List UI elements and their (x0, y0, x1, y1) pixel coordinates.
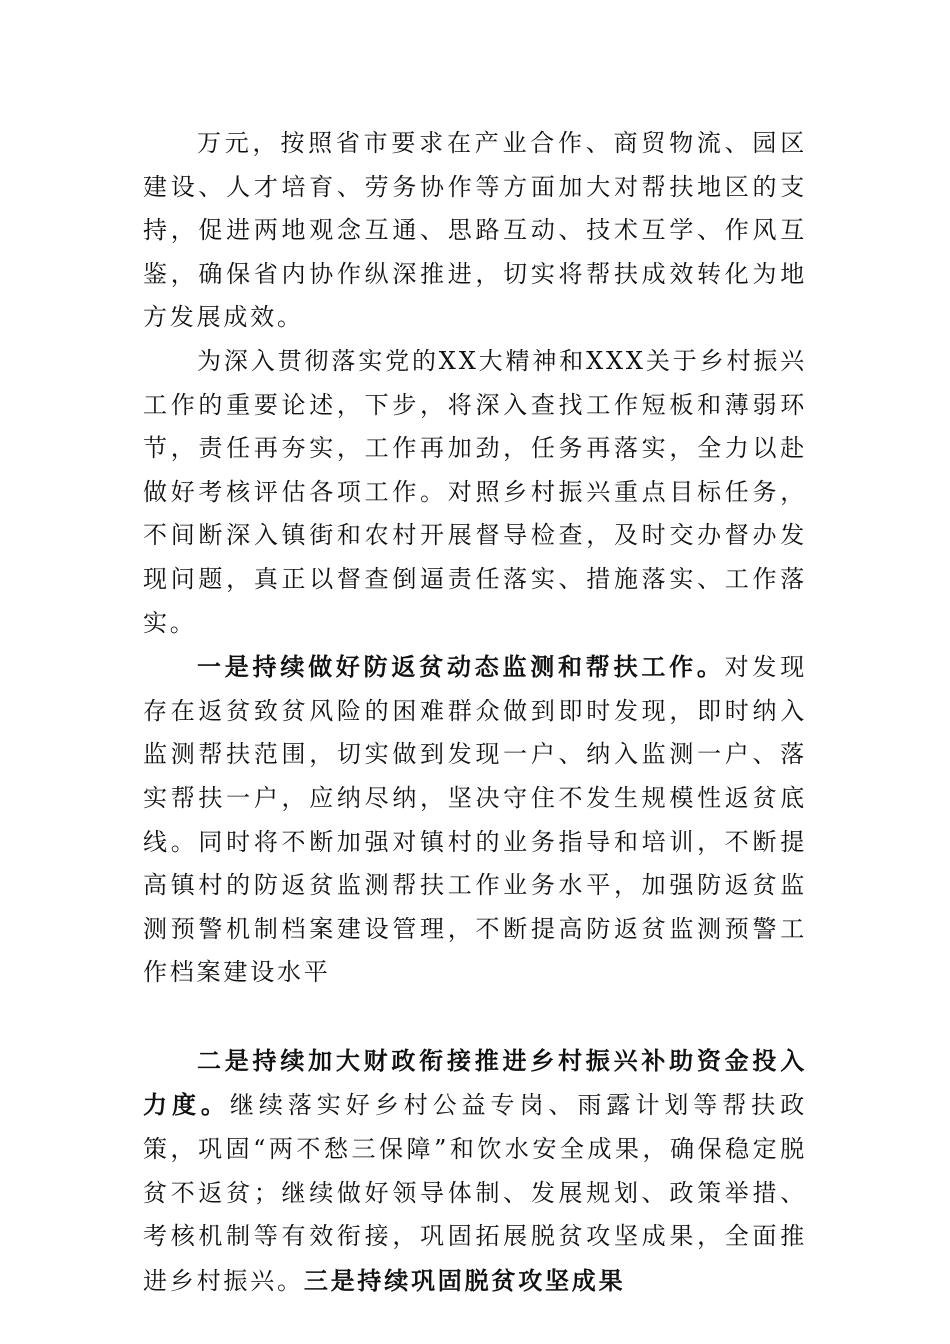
paragraph-task-two (143, 1039, 807, 1304)
paragraph-text: 对发现存在返贫致贫风险的困难群众做到即时发现，即时纳入监测帮扶范围，切实做到发现一户、纳入监测一户、落实帮扶一户，应纳尽纳，坚决守住不发生规模性返贫底线。同时将不断加强对镇村的业务指导和培训，不断提高镇村的防返贫监测帮扶工作业务水平，加强防返贫监测预警机制档案建设管理，不断提高防返贫监测预警工作档案建设水平 (143, 653, 807, 987)
blank-line (143, 995, 807, 1039)
paragraph-heading: 二是持续加大财政衔接推进乡村振兴补助资金投入力度。 (143, 1045, 807, 1120)
paragraph-text: 万元，按照省市要求在产业合作、商贸物流、园区建设、人才培育、劳务协作等方面加大对帮扶地区的支持，促进两地观念互通、思路互动、技术互学、作风互鉴，确保省内协作纵深推进，切实将帮扶成效转化为地方发展成效。 (143, 129, 807, 332)
paragraph-heading: 一是持续做好防返贫动态监测和帮扶工作。 (197, 652, 725, 682)
paragraph-task-one (143, 645, 807, 995)
paragraph-heading: 三是持续巩固脱贫攻坚成果 (303, 1265, 626, 1295)
paragraph-text: 为深入贯彻落实党的XX大精神和XXX关于乡村振兴工作的重要论述，下步，将深入查找工作短板和薄弱环节，责任再夯实，工作再加劲，任务再落实，全力以赴做好考核评估各项工作。对照乡村振兴重点目标任务，不间断深入镇街和农村开展督导检查，及时交办督办发现问题，真正以督查倒逼责任落实、措施落实、工作落实。 (143, 346, 807, 637)
paragraph-continuation (143, 122, 807, 340)
paragraph-text: 继续落实好乡村公益专岗、雨露计划等帮扶政策，巩固“两不愁三保障”和饮水安全成果，确保稳定脱贫不返贫；继续做好领导体制、发展规划、政策举措、考核机制等有效衔接，巩固拓展脱贫攻坚成果，全面推进乡村振兴。 (143, 1091, 807, 1295)
paragraph-next-steps (143, 340, 807, 645)
